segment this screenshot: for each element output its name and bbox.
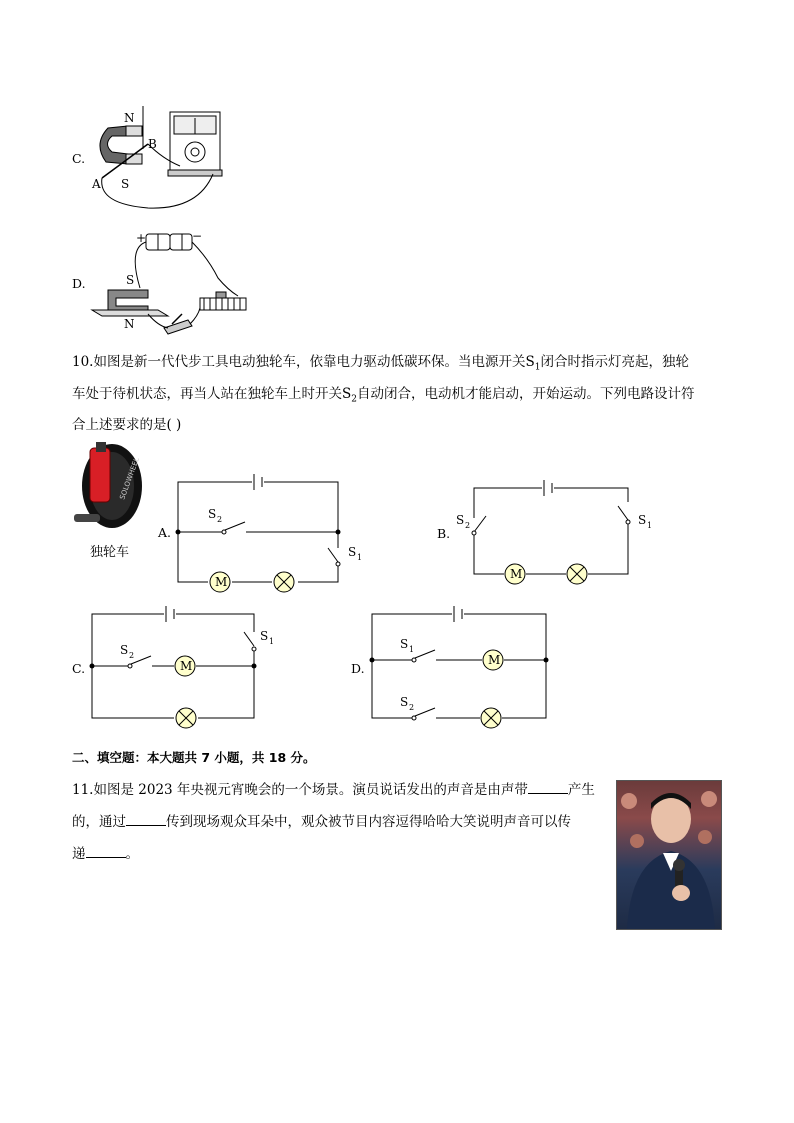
question-10-line-3: 合上述要求的是( ): [72, 417, 182, 433]
performer-photo: [616, 780, 722, 930]
question-11-line-3: 递 。: [72, 846, 139, 862]
motor-symbol: M: [510, 567, 523, 581]
option-d-label: D.: [72, 276, 86, 291]
label-minus: −: [192, 229, 203, 243]
circuit-d: [366, 600, 566, 724]
unicycle-image: [72, 440, 148, 540]
switch-label: S: [456, 513, 465, 527]
switch-subscript: 2: [217, 515, 223, 524]
question-10-line-2: 车处于待机状态，再当人站在独轮车上时开关$S_2$自动闭合，电动机才能启动，开始运动。下列电路设计符: [72, 386, 695, 405]
switch-label: S: [348, 545, 357, 559]
question-11-line-1: 11.如图是 2023 年央视元宵晚会的一个场景。演员说话发出的声音是由声带 产生: [72, 782, 595, 798]
switch-subscript: 2: [409, 703, 415, 712]
option-b-label: B.: [437, 526, 451, 541]
label-s: S: [126, 273, 135, 287]
motor-symbol: M: [488, 653, 501, 667]
switch-label: S: [260, 629, 269, 643]
switch-label: S: [400, 637, 409, 651]
switch-subscript: 1: [357, 553, 363, 562]
option-c2-label: C.: [72, 661, 86, 676]
label-plus: +: [136, 231, 147, 245]
switch-label: S: [638, 513, 647, 527]
answer-blank-1[interactable]: [528, 781, 568, 794]
answer-blank-2[interactable]: [126, 813, 166, 826]
option-d2-label: D.: [351, 661, 365, 676]
switch-label: S: [400, 695, 409, 709]
label-s: S: [121, 177, 130, 191]
motor-symbol: M: [215, 575, 228, 589]
circuit-c: [86, 600, 286, 724]
motor-symbol: M: [180, 659, 193, 673]
option-a-label: A.: [158, 525, 172, 540]
label-n: N: [124, 111, 135, 125]
switch-subscript: 2: [465, 521, 471, 530]
circuit-a: [170, 466, 370, 596]
question-11-line-2: 的，通过 传到现场观众耳朵中，观众被节目内容逗得哈哈大笑说明声音可以传: [72, 814, 571, 830]
option-c-label: C.: [72, 151, 86, 166]
figure-9c-galvanometer: [88, 104, 228, 214]
answer-blank-3[interactable]: [86, 845, 126, 858]
performer-illustration: [617, 781, 721, 929]
switch-subscript: 1: [647, 521, 653, 530]
unicycle-caption: 独轮车: [90, 545, 130, 560]
section-heading-fill-in: 二、填空题：本大题共 7 小题，共 18 分。: [72, 750, 316, 765]
switch-subscript: 1: [409, 645, 415, 654]
figure-9d-motor: [88, 228, 258, 340]
unicycle-logo: SOLOWHEEL: [118, 456, 141, 501]
switch-label: S: [120, 643, 129, 657]
switch-label: S: [208, 507, 217, 521]
switch-subscript: 1: [269, 637, 275, 646]
question-10-line-1: 10.如图是新一代代步工具电动独轮车，依靠电力驱动低碳环保。当电源开关$S_1$闭合时指示灯亮起，独轮: [72, 354, 689, 373]
label-n: N: [124, 317, 135, 331]
switch-subscript: 2: [129, 651, 135, 660]
label-b: B: [148, 137, 157, 151]
circuit-b: [450, 476, 653, 586]
label-a: A: [92, 177, 101, 191]
